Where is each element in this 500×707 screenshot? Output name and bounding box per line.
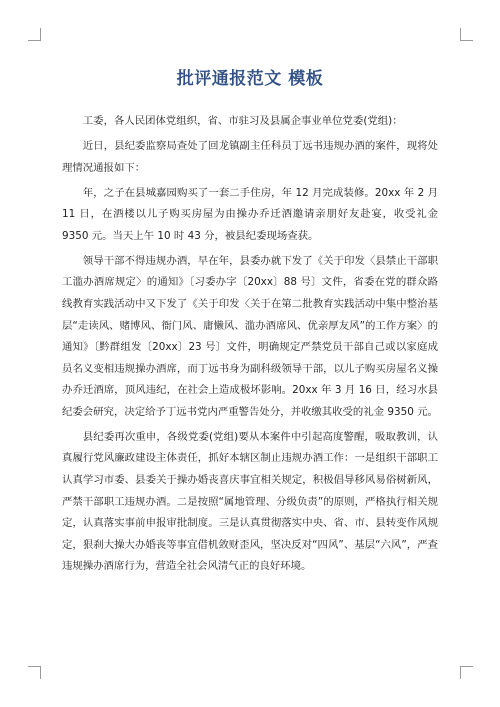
document-body <box>62 111 438 581</box>
crop-mark-top-right <box>460 28 473 41</box>
paragraph-regulations: 领导干部不得违规办酒，早在年，县委办就下发了《关于印发〈县禁止干部职工滥办酒席规定〉的通知》〔习委办字〔20xx〕88 号〕文件，省委在党的群众路线教育实践活动中又下发了《关于印发〈关于在第二批教育实践活动中集中整治基层“走读风、赌博风、衙门风、庸懒风、滥办酒席风、优亲厚友风”的工作方案〉的通知》〔黔群组发〔20xx〕23 号〕文件，明确规定严禁党员干部自己或以家庭成员名义变相违规操办酒席，而丁远书身为副科级领导干部，以儿子购买房屋名义操办乔迁酒席，顶风违纪，在社会上造成极坏影响。20xx 年 3 月 16 日，经习水县纪委会研究，决定给予丁远书党内严重警告处分，并收缴其收受的礼金 9350 元。 <box>62 254 438 418</box>
paragraph-salutation: 工委，各人民团体党组织，省、市驻习及县属企事业单位党委(党组)： <box>82 115 403 127</box>
crop-mark-bottom-right <box>460 666 473 679</box>
document-title: 批评通报范文 模板 <box>176 69 324 89</box>
paragraph-requirements: 县纪委再次重申，各级党委(党组)要从本案件中引起高度警醒，吸取教训，认真履行党风廉政建设主体责任，抓好本辖区制止违规办酒工作：一是组织干部职工认真学习市委、县委关于操办婚丧喜庆事宜相关规定，积极倡导移风易俗树新风，严禁干部职工违规办酒。二是按照“属地管理、分级负责”的原则，严格执行相关规定，认真落实事前申报审批制度。三是认真贯彻落实中央、省、市、县转变作风规定，狠刹大操大办婚丧等事宜借机敛财歪风，坚决反对“四风”、基层“六风”，严查违规操办酒席行为，营造全社会风清气正的良好环境。 <box>62 430 438 573</box>
paragraph-facts: 年，之子在县城嘉园购买了一套二手住房，年 12 月完成装修。20xx 年 2 月 11 日，在酒楼以儿子购买房屋为由操办乔迁酒邀请亲朋好友赴宴，收受礼金 9350 元。当天上午 10 时 43 分，被县纪委现场查获。 <box>62 186 438 242</box>
crop-mark-top-left <box>28 28 41 41</box>
paragraph-intro: 近日，县纪委监察局查处了回龙镇副主任科员丁远书违规办酒的案件，现将处理情况通报如下： <box>62 139 438 174</box>
crop-mark-bottom-left <box>28 666 41 679</box>
